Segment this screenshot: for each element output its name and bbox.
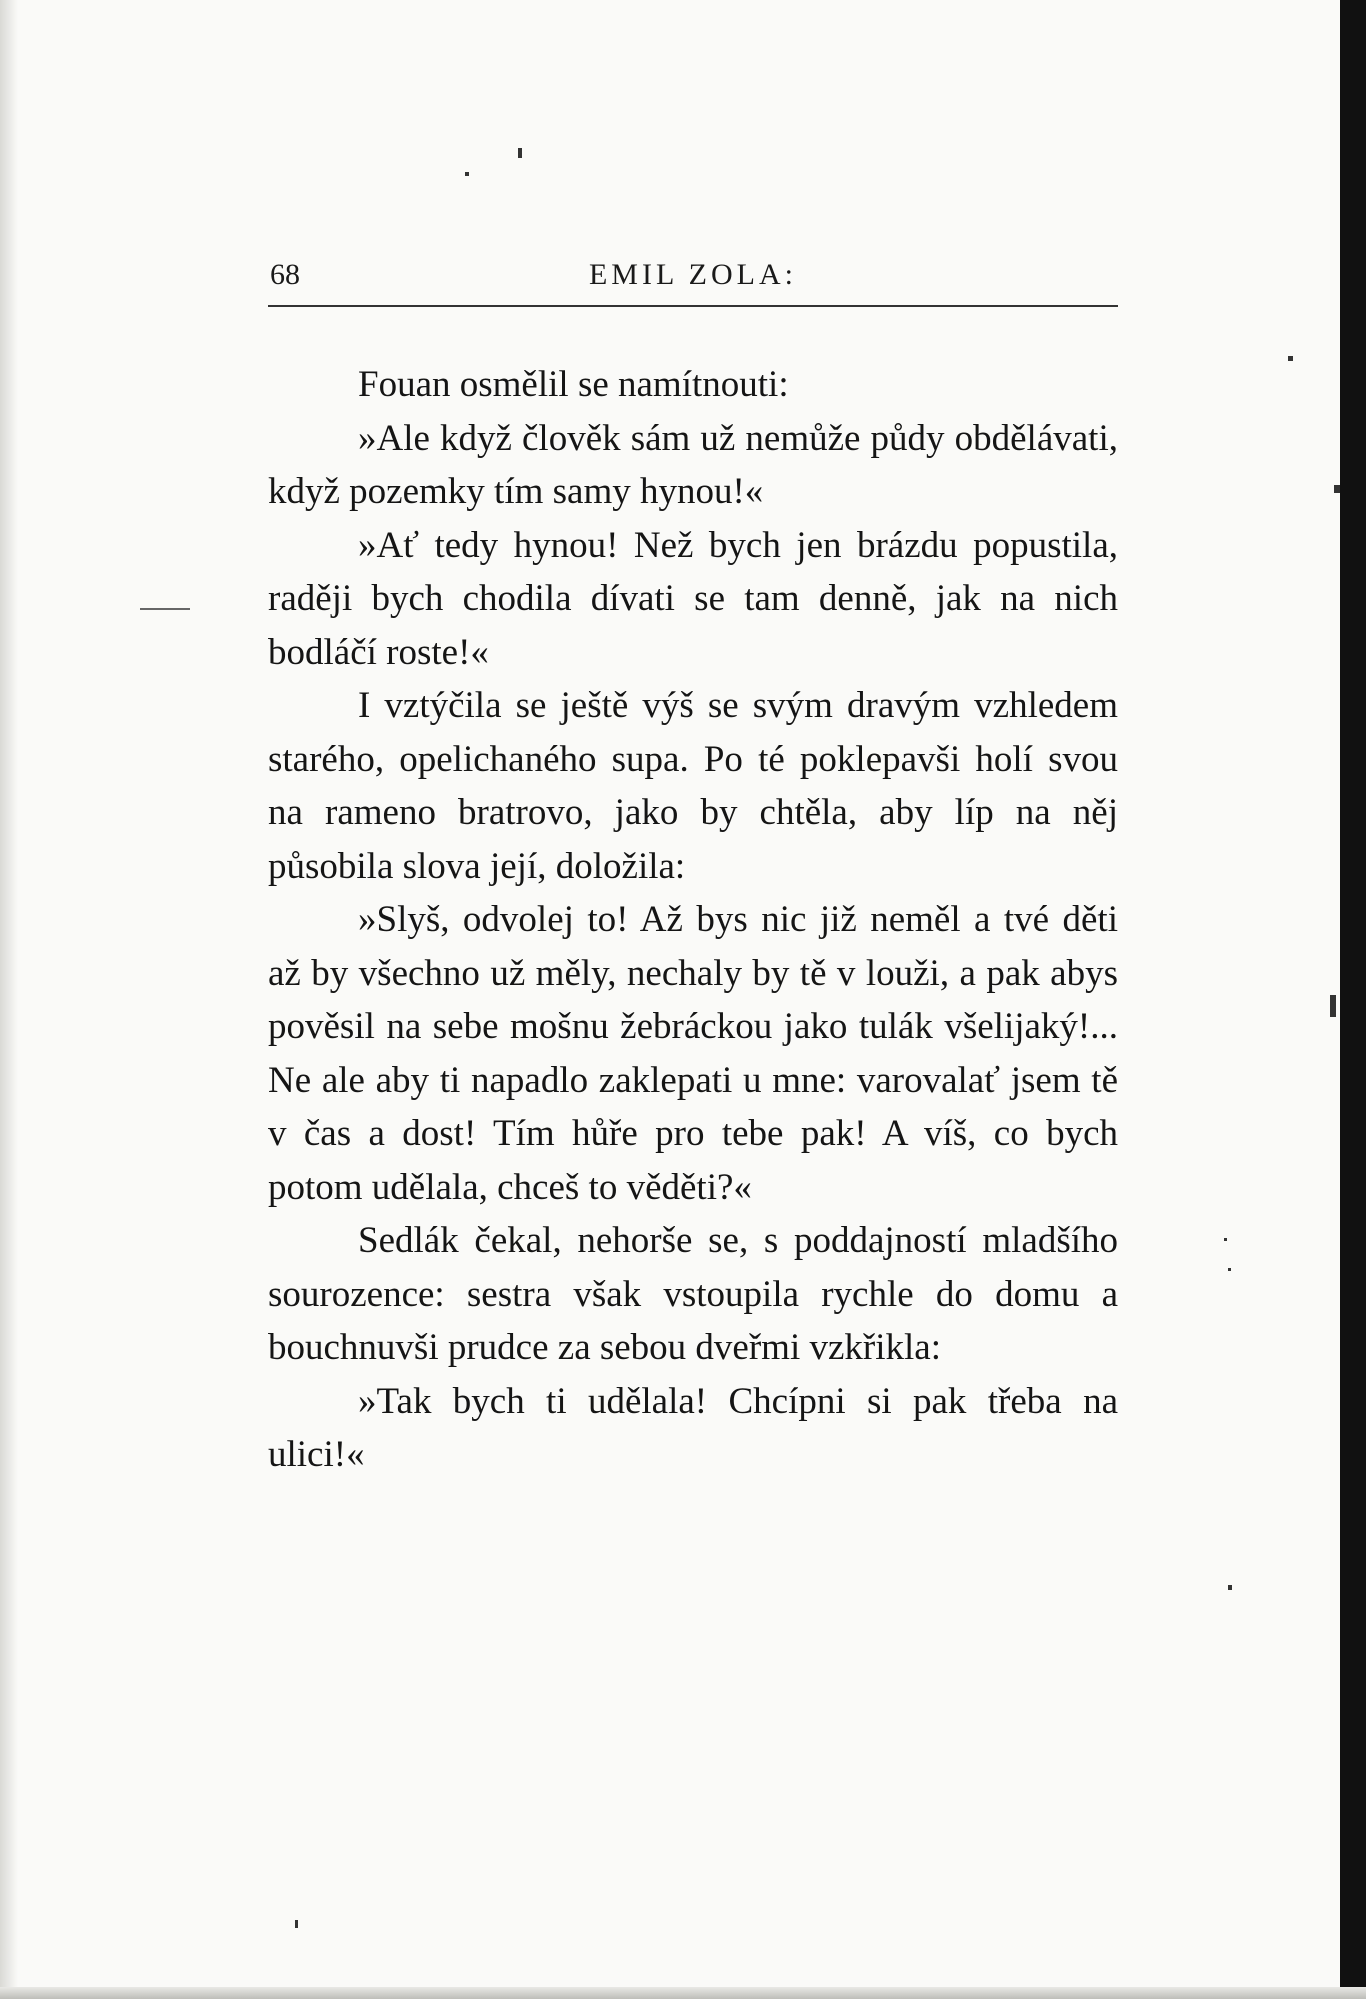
scan-speck [295, 1920, 298, 1928]
paragraph: Fouan osmělil se namítnouti: [358, 364, 789, 405]
paragraph: »Ať tedy hynou! Než bych jen brázdu popustila, raději bych chodila dívati se tam denně, jak na nich bodláčí roste!« [268, 524, 1118, 673]
paragraph: »Tak bych ti udělala! Chcípni si pak třeba na ulici!« [268, 1380, 1118, 1475]
header-rule [268, 305, 1118, 307]
paragraph: Sedlák čekal, nehorše se, s poddajností mladšího sourozence: sestra však vstoupila rychle do domu a bouchnuvši prudce za sebou dveřmi vzkřikla: [268, 1220, 1118, 1368]
scan-speck [1228, 1268, 1231, 1271]
running-title: EMIL ZOLA: [588, 258, 798, 291]
paragraph: »Slyš, odvolej to! Až bys nic již neměl a tvé děti až by všechno už měly, nechaly by tě v louži, a pak abys pověsil na sebe mošnu žebráckou jako tulák všelijaký!... Ne ale aby ti napadlo zaklepati u mne: varovalať jsem tě v čas a dost! Tím hůře pro tebe pak! A víš, co bych potom udělala, chceš to věděti?« [268, 899, 1118, 1208]
scan-speck [1224, 1238, 1227, 1241]
page-right-edge [1340, 0, 1366, 1999]
scan-speck [1334, 485, 1340, 493]
page-bottom-edge [0, 1987, 1366, 1999]
scan-speck [1228, 1585, 1232, 1590]
scan-speck [518, 148, 522, 158]
page-header [268, 252, 1118, 302]
paragraph: I vztýčila se ještě výš se svým dravým vzhledem starého, opelichaného supa. Po té poklepavši holí svou na rameno bratrovo, jako by chtěla, aby líp na něj působila slova její, doložila: [268, 685, 1118, 887]
scan-speck [1330, 995, 1336, 1017]
page-left-shadow [0, 0, 18, 1999]
page-number: 68 [270, 258, 300, 291]
body-text [268, 358, 1118, 1482]
scan-speck [465, 172, 469, 176]
margin-dash [140, 608, 190, 610]
paragraph: »Ale když člověk sám už nemůže půdy obdělávati, když pozemky tím samy hynou!« [268, 417, 1118, 512]
scan-speck [1288, 356, 1293, 361]
